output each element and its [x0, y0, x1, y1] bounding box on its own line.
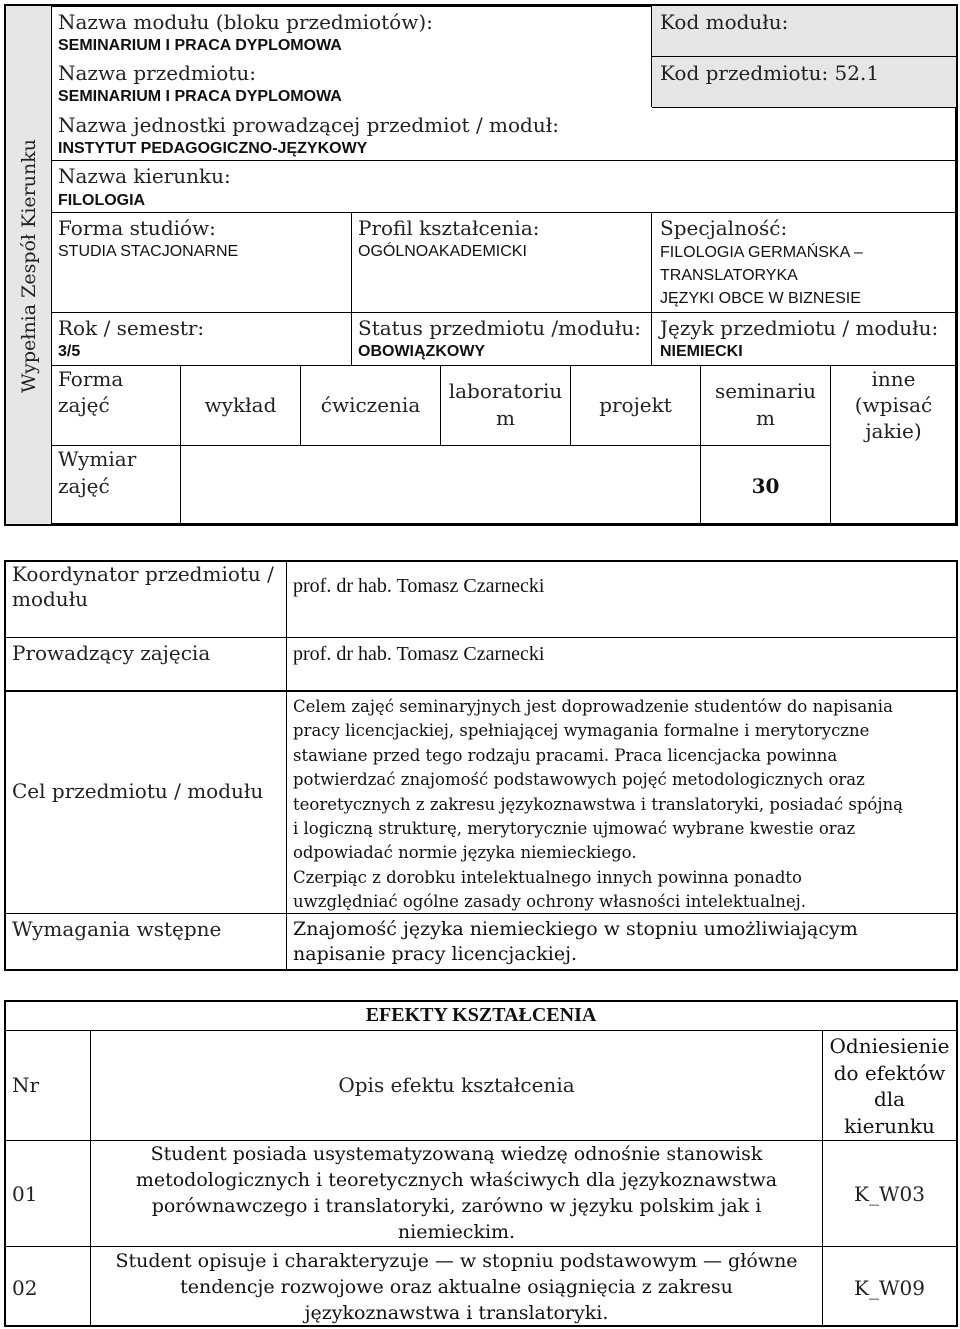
study-form-label: Forma studiów: [58, 216, 216, 240]
language-label: Język przedmiotu / modułu: [660, 316, 939, 340]
effect-line: Student posiada usystematyzowaną wiedzę odnośnie stanowisk [150, 1143, 763, 1165]
col-lab-1: laboratoriu [448, 379, 563, 403]
col-other-1: inne [871, 367, 916, 391]
profile-value: OGÓLNOAKADEMICKI [358, 243, 527, 260]
status-label: Status przedmiotu /modułu: [358, 316, 641, 340]
subject-name-value: SEMINARIUM I PRACA DYPLOMOWA [58, 88, 342, 105]
hours-label-2: zajęć [58, 474, 110, 498]
specialty-value-1: FILOLOGIA GERMAŃSKA – [660, 244, 863, 261]
effect-line: niemieckim. [397, 1221, 516, 1243]
col-ref-line: dla [873, 1087, 906, 1111]
col-ref [823, 1033, 956, 1139]
field-label: Nazwa kierunku: [58, 164, 231, 188]
effect-row-ref: K_W03 [854, 1182, 925, 1206]
language-value: NIEMIECKI [660, 343, 743, 360]
specialty-value-2: TRANSLATORYKA [660, 267, 798, 284]
specialty-label: Specjalność: [660, 216, 788, 240]
subject-code-label: Kod przedmiotu: 52.1 [660, 61, 880, 85]
col-ref-line: Odniesienie [829, 1034, 950, 1058]
aim-line: stawiane przed tego rodzaju pracami. Praca licencjacka powinna [293, 745, 838, 765]
col-ref-line: kierunku [844, 1113, 935, 1138]
coordinator-label-2: modułu [12, 587, 89, 611]
aim-line: Celem zajęć seminaryjnych jest doprowadzenie studentów do napisania [293, 697, 893, 716]
requirements-text [293, 917, 953, 967]
hours-label-1: Wymiar [58, 447, 137, 471]
requirements-label: Wymagania wstępne [12, 917, 222, 941]
status-value: OBOWIĄZKOWY [358, 343, 486, 360]
effect-line: porównawczego i translatoryki, zarówno w języku polskim jak i [151, 1195, 762, 1217]
col-lecture: wykład [204, 393, 277, 417]
coordinator-label-1: Koordynator przedmiotu / [12, 562, 274, 586]
subject-name-label: Nazwa przedmiotu: [58, 61, 256, 85]
col-exercises: ćwiczenia [320, 393, 421, 417]
aim-line: uwzględniać ogólne zasady ochrony własności intelektualnej. [293, 892, 806, 912]
col-nr: Nr [12, 1073, 40, 1097]
forms-label-1: Forma [58, 367, 124, 391]
teacher-value: prof. dr hab. Tomasz Czarnecki [293, 643, 545, 665]
requirements-line: napisanie pracy licencjackiej. [293, 943, 578, 965]
field-value: FILOLOGIA [58, 192, 146, 209]
module-name-label: Nazwa modułu (bloku przedmiotów): [58, 10, 433, 34]
unit-label: Nazwa jednostki prowadzącej przedmiot / moduł: [58, 113, 559, 137]
col-seminar-2: m [756, 406, 775, 430]
year-label: Rok / semestr: [58, 316, 205, 340]
effect-row-nr: 01 [12, 1182, 38, 1206]
module-name-value: SEMINARIUM I PRACA DYPLOMOWA [58, 37, 342, 54]
col-project: projekt [599, 393, 672, 417]
module-code-label: Kod modułu: [660, 10, 789, 34]
col-other-2: (wpisać [854, 393, 933, 417]
coordinator-value: prof. dr hab. Tomasz Czarnecki [293, 575, 545, 597]
specialty-value-3: JĘZYKI OBCE W BIZNESIE [660, 290, 861, 307]
aim-text [293, 695, 953, 915]
effect-row-desc [91, 1141, 822, 1245]
effects-title: EFEKTY KSZTAŁCENIA [365, 1004, 597, 1026]
requirements-line: Znajomość języka niemieckiego w stopniu umożliwiającym [293, 918, 858, 940]
aim-line: pracy licencjackiej, spełniającej wymagania formalne i merytoryczne [293, 721, 870, 741]
aim-line: potwierdzać znajomość podstawowych pojęć metodologicznych oraz [293, 770, 865, 790]
effect-line: Student opisuje i charakteryzuje — w stopniu podstawowym — główne [115, 1250, 798, 1272]
unit-value: INSTYTUT PEDAGOGICZNO-JĘZYKOWY [58, 140, 368, 157]
side-label: Wypełnia Zespół Kierunku [18, 139, 40, 393]
effect-row-desc [91, 1248, 822, 1326]
col-desc: Opis efektu kształcenia [338, 1073, 575, 1097]
effect-row-nr: 02 [12, 1276, 38, 1300]
year-value: 3/5 [58, 343, 81, 360]
teacher-label: Prowadzący zajęcia [12, 641, 211, 665]
col-seminar-1: seminariu [714, 379, 817, 403]
aim-line: odpowiadać normie języka niemieckiego. [293, 843, 637, 863]
effect-line: tendencje rozwojowe oraz aktualne osiągnięcia z zakresu [180, 1276, 733, 1298]
aim-line: i logiczną strukturę, merytorycznie ujmować wybrane kwestie oraz [293, 819, 856, 839]
forms-label-2: zajęć [58, 393, 110, 417]
effect-line: językoznawstwa i translatoryki. [304, 1302, 609, 1324]
effect-line: metodologicznych i teoretycznych właściwych dla językoznawstwa [135, 1169, 778, 1191]
profile-label: Profil kształcenia: [358, 216, 540, 240]
seminar-hours: 30 [751, 474, 780, 498]
aim-line: teoretycznych z zakresu językoznawstwa i translatoryki, posiadać spójną [293, 794, 903, 814]
effect-row-ref: K_W09 [854, 1276, 925, 1300]
col-lab-2: m [496, 406, 515, 430]
study-form-value: STUDIA STACJONARNE [58, 243, 239, 260]
aim-label: Cel przedmiotu / modułu [12, 779, 264, 803]
col-ref-line: do efektów [833, 1060, 946, 1085]
col-other-3: jakie) [865, 419, 922, 443]
aim-line: Czerpiąc z dorobku intelektualnego innych powinna ponadto [293, 867, 802, 887]
